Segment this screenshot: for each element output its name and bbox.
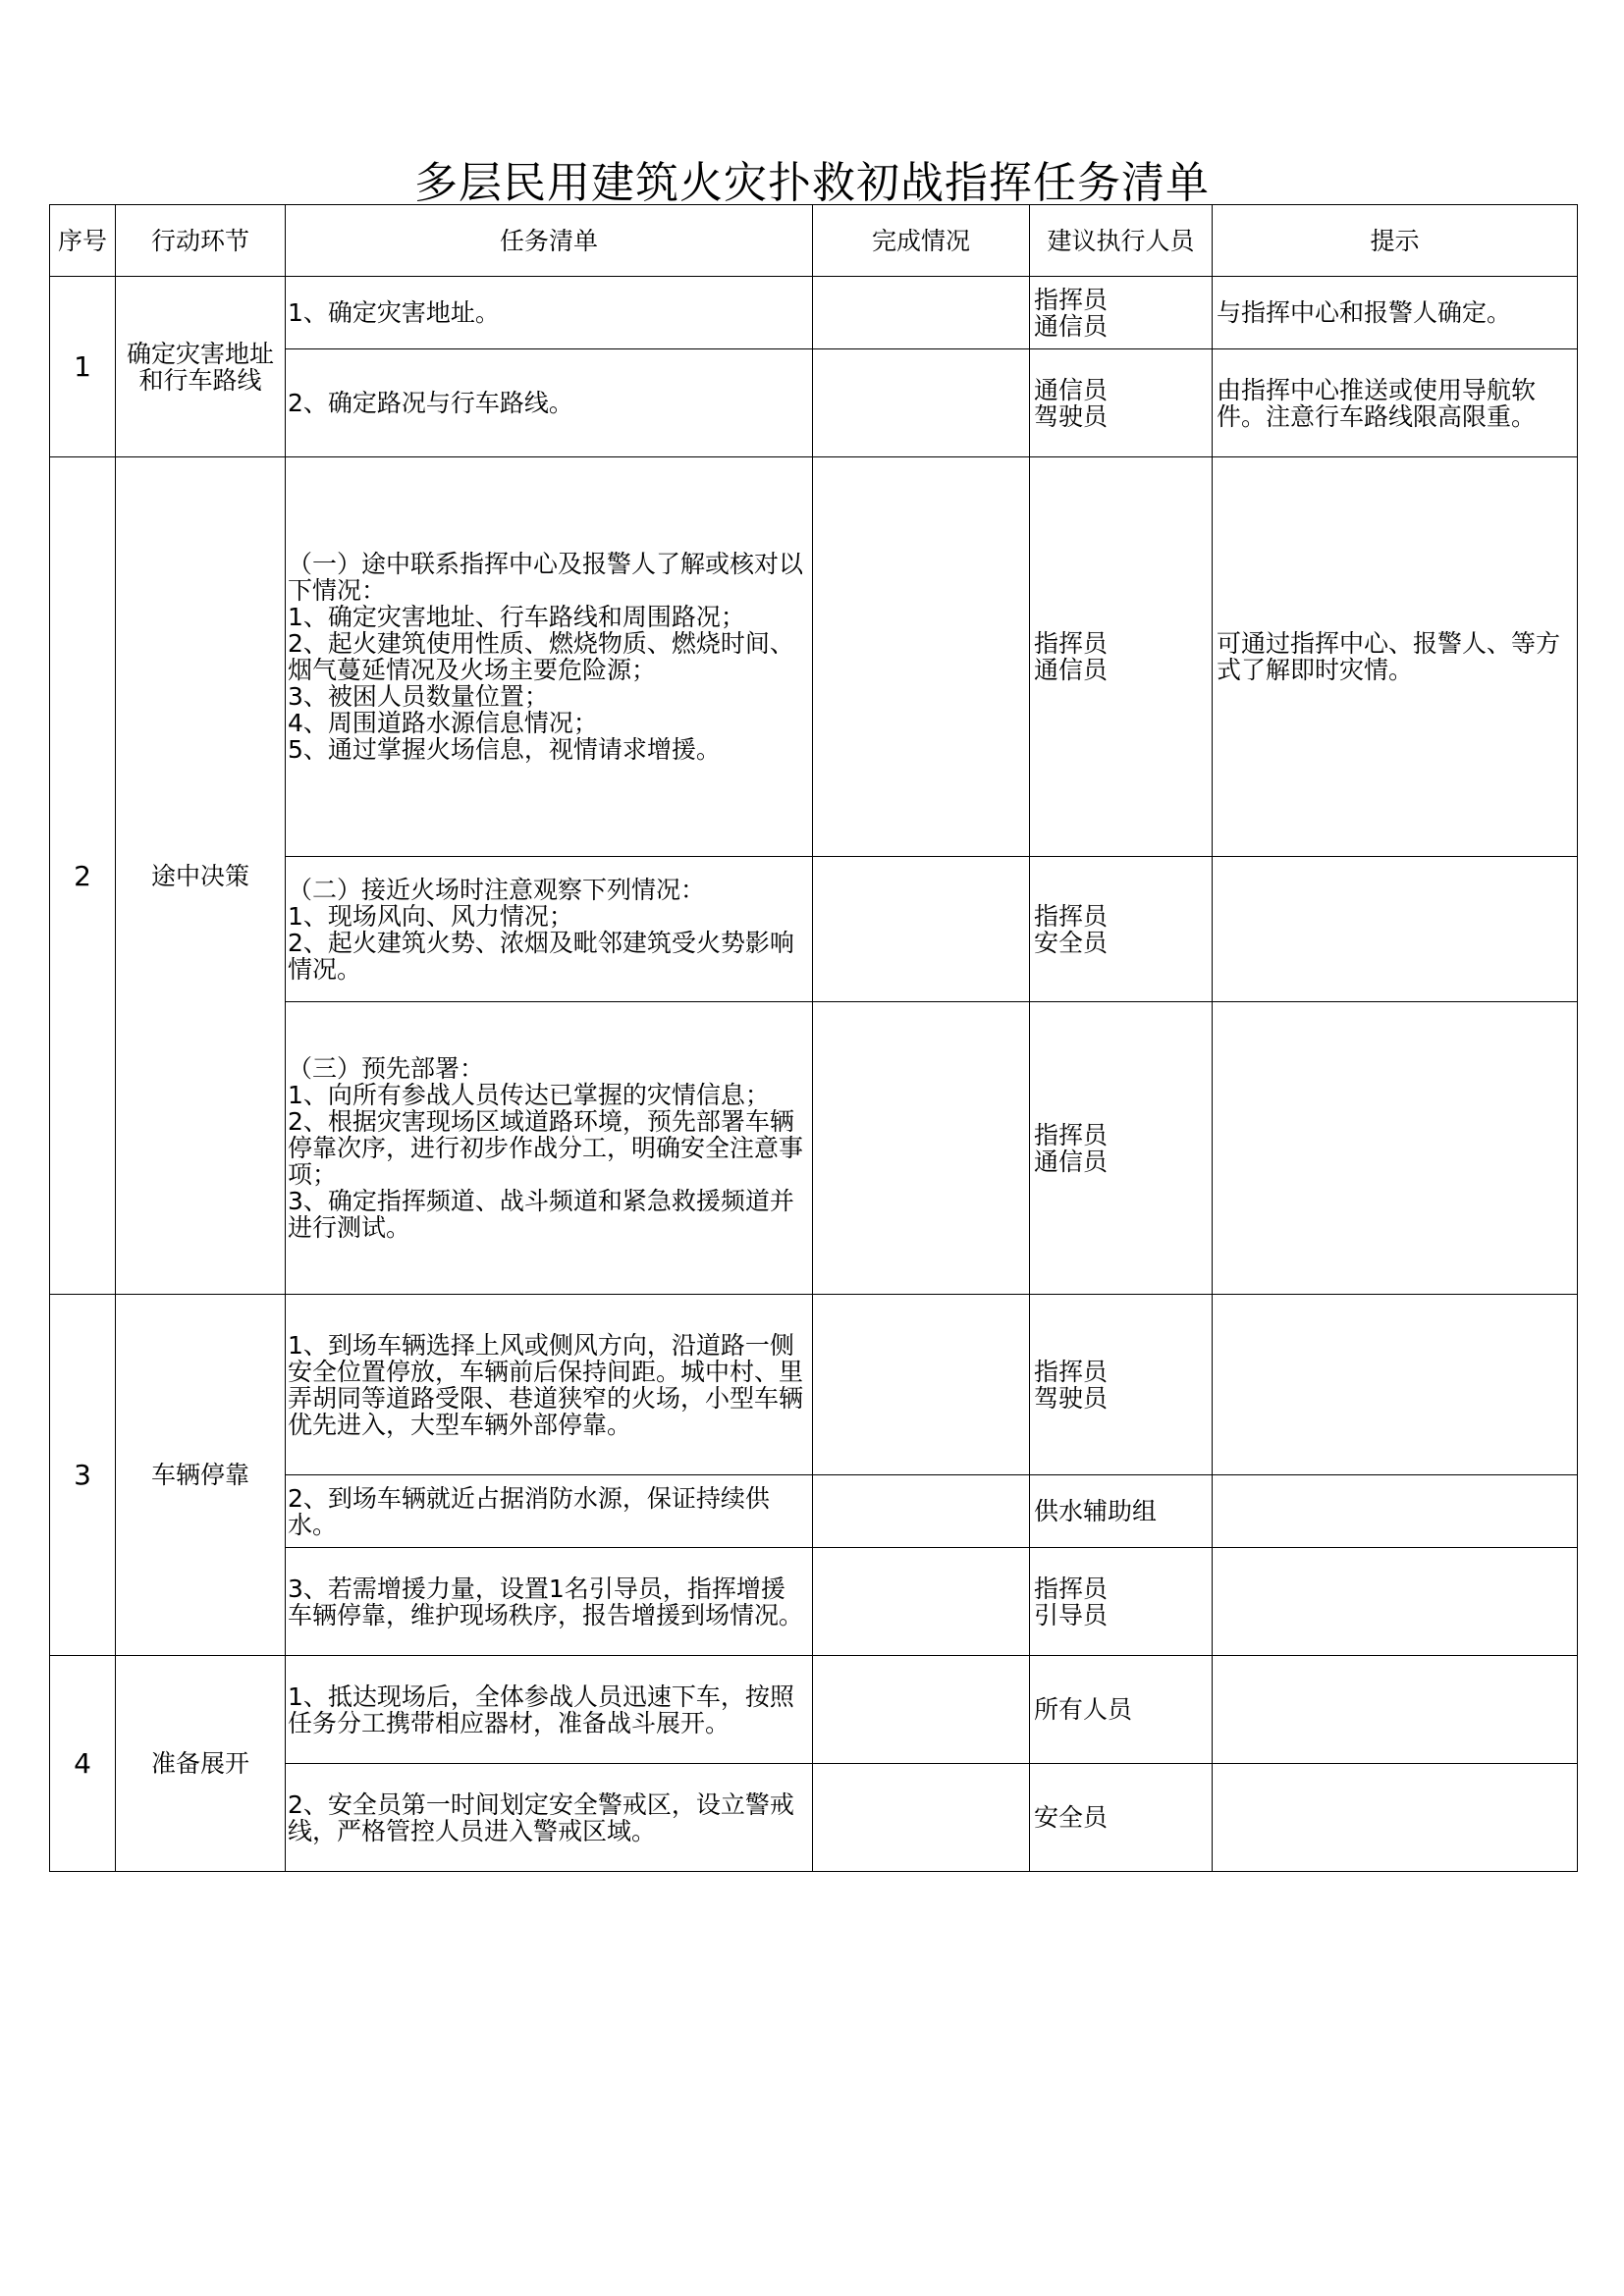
person-cell: 指挥员 通信员 xyxy=(1030,277,1213,349)
tip-cell xyxy=(1213,1295,1578,1475)
task-cell: 1、抵达现场后，全体参战人员迅速下车，按照任务分工携带相应器材，准备战斗展开。 xyxy=(286,1656,813,1764)
task-cell: （二）接近火场时注意观察下列情况： 1、现场风向、风力情况； 2、起火建筑火势、浓烟及毗邻建筑受火势影响情况。 xyxy=(286,857,813,1002)
table-row xyxy=(50,1656,1578,1764)
section-number: 2 xyxy=(50,457,116,1295)
tip-cell xyxy=(1213,1656,1578,1764)
section-stage: 途中决策 xyxy=(116,457,286,1295)
person-cell: 指挥员 驾驶员 xyxy=(1030,1295,1213,1475)
table-row xyxy=(50,277,1578,349)
tip-cell xyxy=(1213,1002,1578,1295)
tip-cell xyxy=(1213,857,1578,1002)
tip-cell: 与指挥中心和报警人确定。 xyxy=(1213,277,1578,349)
status-cell[interactable] xyxy=(813,277,1030,349)
section-stage: 准备展开 xyxy=(116,1656,286,1872)
task-cell: 2、到场车辆就近占据消防水源，保证持续供水。 xyxy=(286,1475,813,1548)
task-cell: （三）预先部署： 1、向所有参战人员传达已掌握的灾情信息； 2、根据灾害现场区域道路环境，预先部署车辆停靠次序，进行初步作战分工，明确安全注意事项； 3、确定指挥频道、战斗频道和紧急救援频道并进行测试。 xyxy=(286,1002,813,1295)
tip-cell xyxy=(1213,1764,1578,1872)
task-cell: 1、确定灾害地址。 xyxy=(286,277,813,349)
status-cell[interactable] xyxy=(813,1475,1030,1548)
header-tip: 提示 xyxy=(1213,205,1578,277)
table-header-row xyxy=(50,205,1578,277)
header-stage: 行动环节 xyxy=(116,205,286,277)
task-cell: 1、到场车辆选择上风或侧风方向，沿道路一侧安全位置停放，车辆前后保持间距。城中村、里弄胡同等道路受限、巷道狭窄的火场，小型车辆优先进入，大型车辆外部停靠。 xyxy=(286,1295,813,1475)
section-stage: 车辆停靠 xyxy=(116,1295,286,1656)
header-status: 完成情况 xyxy=(813,205,1030,277)
status-cell[interactable] xyxy=(813,349,1030,457)
task-cell: 2、确定路况与行车路线。 xyxy=(286,349,813,457)
person-cell: 所有人员 xyxy=(1030,1656,1213,1764)
task-cell: 2、安全员第一时间划定安全警戒区，设立警戒线，严格管控人员进入警戒区域。 xyxy=(286,1764,813,1872)
task-cell: （一）途中联系指挥中心及报警人了解或核对以下情况： 1、确定灾害地址、行车路线和周围路况； 2、起火建筑使用性质、燃烧物质、燃烧时间、烟气蔓延情况及火场主要危险源； 3、被困人员数量位置； 4、周围道路水源信息情况； 5、通过掌握火场信息，视情请求增援。 xyxy=(286,457,813,857)
section-stage: 确定灾害地址和行车路线 xyxy=(116,277,286,457)
status-cell[interactable] xyxy=(813,857,1030,1002)
header-task: 任务清单 xyxy=(286,205,813,277)
task-cell: 3、若需增援力量，设置1名引导员，指挥增援车辆停靠，维护现场秩序，报告增援到场情况。 xyxy=(286,1548,813,1656)
tip-cell xyxy=(1213,1475,1578,1548)
person-cell: 供水辅助组 xyxy=(1030,1475,1213,1548)
table-row xyxy=(50,1295,1578,1475)
header-person: 建议执行人员 xyxy=(1030,205,1213,277)
status-cell[interactable] xyxy=(813,457,1030,857)
person-cell: 安全员 xyxy=(1030,1764,1213,1872)
section-number: 1 xyxy=(50,277,116,457)
status-cell[interactable] xyxy=(813,1295,1030,1475)
person-cell: 通信员 驾驶员 xyxy=(1030,349,1213,457)
person-cell: 指挥员 通信员 xyxy=(1030,457,1213,857)
status-cell[interactable] xyxy=(813,1548,1030,1656)
status-cell[interactable] xyxy=(813,1002,1030,1295)
page-title: 多层民用建筑火灾扑救初战指挥任务清单 xyxy=(414,158,1210,208)
table-row xyxy=(50,457,1578,857)
tip-cell: 可通过指挥中心、报警人、等方式了解即时灾情。 xyxy=(1213,457,1578,857)
section-number: 4 xyxy=(50,1656,116,1872)
person-cell: 指挥员 安全员 xyxy=(1030,857,1213,1002)
person-cell: 指挥员 通信员 xyxy=(1030,1002,1213,1295)
person-cell: 指挥员 引导员 xyxy=(1030,1548,1213,1656)
status-cell[interactable] xyxy=(813,1656,1030,1764)
task-list-table xyxy=(49,204,1578,1872)
section-number: 3 xyxy=(50,1295,116,1656)
tip-cell xyxy=(1213,1548,1578,1656)
header-num: 序号 xyxy=(50,205,116,277)
status-cell[interactable] xyxy=(813,1764,1030,1872)
tip-cell: 由指挥中心推送或使用导航软件。注意行车路线限高限重。 xyxy=(1213,349,1578,457)
